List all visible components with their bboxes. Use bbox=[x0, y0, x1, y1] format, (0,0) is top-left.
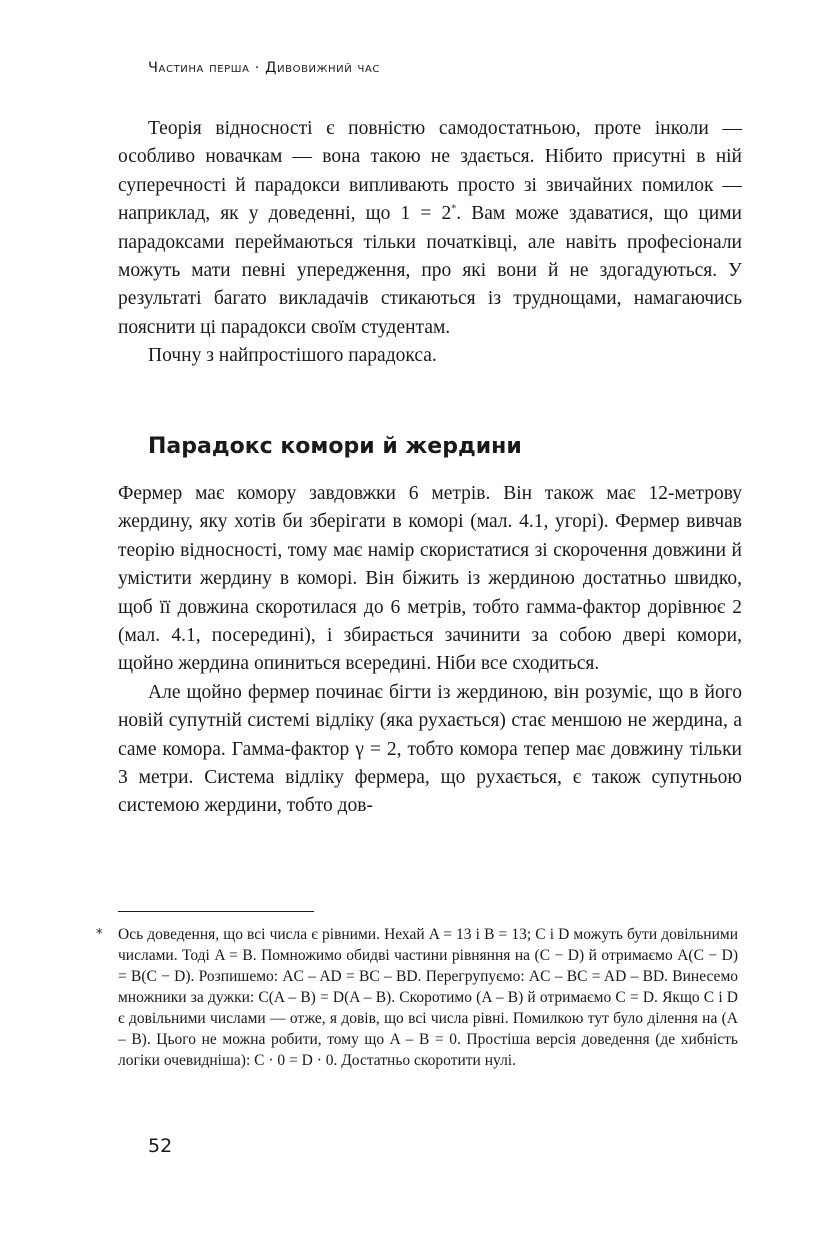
page-number: 52 bbox=[148, 1135, 173, 1157]
paragraph: Фермер має комору завдовжки 6 метрів. Він також має 12-метрову жердину, яку хотів би зберігати в коморі (мал. 4.1, угорі). Фермер вивчав теорію відносності, тому має намір скористатися зі скорочення довжини й умістити жердину в коморі. Він біжить із жердиною достатньо швидко, щоб її довжина скоротилася до 6 метрів, тобто гамма-фактор дорівнює 2 (мал. 4.1, посередині), і збирається зачинити за собою двері комори, щойно жердина опиниться всередині. Ніби все сходиться. bbox=[118, 483, 742, 675]
paragraph: Але щойно фермер починає бігти із жердиною, він розуміє, що в його новій супутній системі відліку (яка рухається) стає меншою не жердина, а саме комора. Гамма-фактор γ = 2, тобто комора тепер має довжину тільки 3 метри. Система відліку фермера, що рухається, є також супутньою системою жердини, тобто дов- bbox=[118, 681, 742, 817]
body-text-section-2 bbox=[118, 480, 742, 821]
footnote-mark: * bbox=[96, 927, 103, 942]
footnote-divider bbox=[118, 911, 314, 912]
section-heading: Парадокс комори й жердини bbox=[148, 434, 522, 459]
footnote bbox=[96, 924, 738, 1071]
paragraph-text: . Вам може здаватися, що цими парадоксами переймаються тільки початківці, але навіть професіонали можуть мати певні упередження, про які вони й не здогадуються. У результаті багато викладачів стикаються із труднощами, намагаючись пояснити ці парадокси своїм студентам. bbox=[118, 203, 742, 338]
footnote-reference[interactable]: * bbox=[451, 203, 457, 215]
footnote-text: Ось доведення, що всі числа є рівними. Нехай A = 13 і B = 13; C і D можуть бути довільними числами. Тоді A = B. Помножимо обидві частини рівняння на (C − D) й отримаємо A(C − D) = B(C − D). Розпишемо: AC – AD = BC – BD. Перегрупуємо: AC – BC = AD – BD. Винесемо множники за дужки: C(A – B) = D(A – B). Скоротимо (A – B) й отримаємо C = D. Якщо C і D є довільними числами — отже, я довів, що всі числа рівні. Помилкою тут було ділення на (A – B). Цього не можна робити, тому що A – B = 0. Простіша версія доведення (де хибність логіки очевидніша): C · 0 = D · 0. Достатньо скоротити нулі. bbox=[118, 926, 738, 1069]
body-text-section-1 bbox=[118, 115, 742, 371]
paragraph-text: Теорія відносності є повністю самодостатньою, проте інколи — особливо новачкам — вона такою не здається. Нібито присутні в ній суперечності й парадокси випливають просто зі звичайних помилок — наприклад, як у доведенні, що 1 = 2 bbox=[118, 118, 742, 225]
running-head: Частина перша · Дивовижний час bbox=[148, 60, 380, 76]
paragraph: Почну з найпростішого парадокса. bbox=[148, 345, 437, 367]
paragraph bbox=[118, 115, 742, 342]
